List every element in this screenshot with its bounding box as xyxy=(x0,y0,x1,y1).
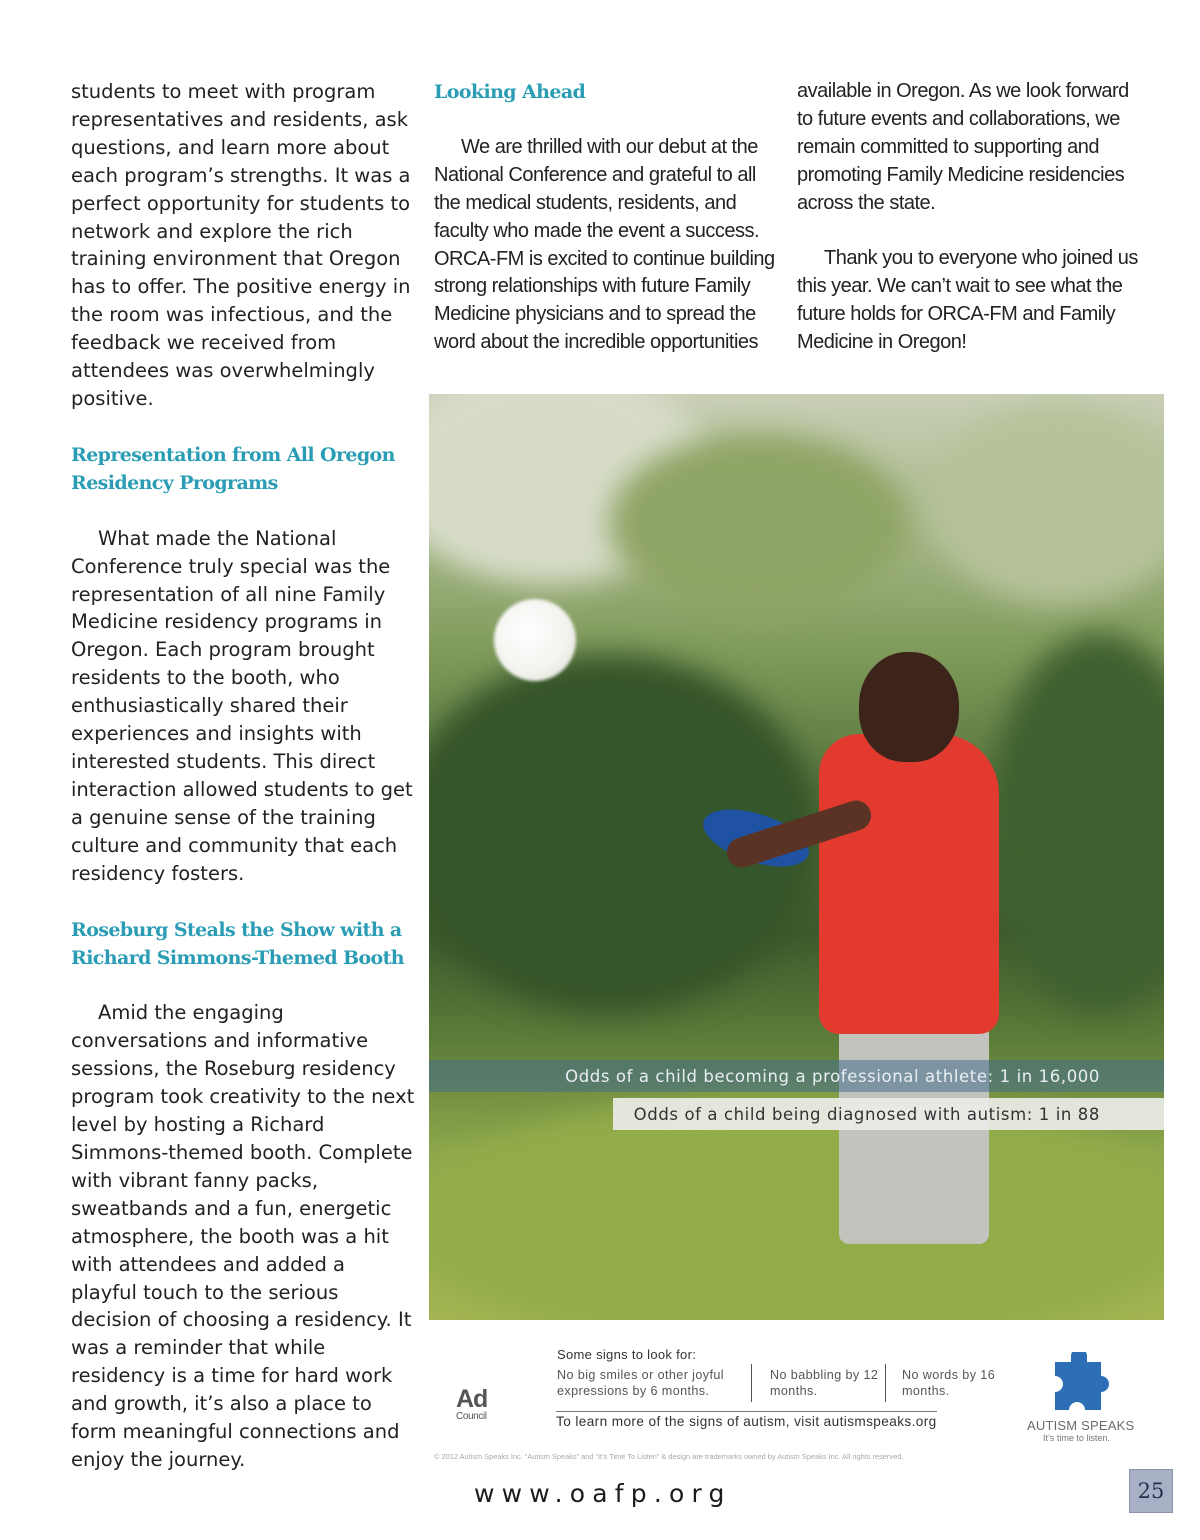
column-left xyxy=(71,78,416,1474)
column-middle xyxy=(434,78,779,357)
page-number: 25 xyxy=(1129,1469,1173,1513)
body-paragraph: We are thrilled with our debut at the National Conference and grateful to all the medical students, residents, and faculty who made the event a success. ORCA-FM is excited to continue building strong relationships with future Family Medicine physicians and to spread the word about the incredible opportunities xyxy=(434,135,775,354)
divider xyxy=(885,1364,886,1402)
divider xyxy=(751,1364,752,1402)
ad-photo-child-batting xyxy=(429,394,1164,1320)
ad-council-logo xyxy=(456,1387,498,1429)
body-paragraph: Thank you to everyone who joined us this year. We can’t wait to see what the future holds for ORCA-FM and Family Medicine in Oregon! xyxy=(797,247,1138,354)
body-paragraph: What made the National Conference truly special was the representation of all nine Family Medicine residency programs in Oregon. Each program brought residents to the booth, who enthusiastically shared their experiences and insights with interested students. This direct interaction allowed students to get a genuine sense of the training culture and community that each residency fosters. xyxy=(71,526,413,885)
stat-athlete-odds: Odds of a child becoming a professional athlete: 1 in 16,000 xyxy=(429,1060,1164,1092)
sign-item: No words by 16 months. xyxy=(902,1368,996,1398)
ad-footer xyxy=(429,1334,1164,1464)
sign-item: No big smiles or other joyful expressions by 6 months. xyxy=(557,1368,724,1398)
autism-speaks-tagline: It’s time to listen. xyxy=(1043,1433,1110,1443)
section-heading-looking-ahead: Looking Ahead xyxy=(434,81,586,103)
body-paragraph: Amid the engaging conversations and informative sessions, the Roseburg residency program took creativity to the next level by hosting a Richard Simmons-themed booth. Complete with vibrant fanny packs, sweatbands and a fun, energetic atmosphere, the booth was a hit with attendees and added a playful touch to the serious decision of choosing a residency. It was a reminder that while residency is a time for hard work and growth, it’s also a place to form meaningful connections and enjoy the journey. xyxy=(71,1001,415,1471)
ad-council-logo-big: Ad xyxy=(456,1385,488,1413)
puzzle-piece-icon xyxy=(1049,1352,1109,1416)
body-paragraph: students to meet with program representatives and residents, ask questions, and learn more about each program’s strengths. It was a perfect opportunity for students to network and explore the rich training environment that Oregon has to offer. The positive energy in the room was infectious, and the feedback we received from attendees was overwhelmingly positive. xyxy=(71,80,411,410)
learn-more-link[interactable]: To learn more of the signs of autism, visit autismspeaks.org xyxy=(556,1411,937,1429)
stat-autism-odds: Odds of a child being diagnosed with autism: 1 in 88 xyxy=(613,1098,1164,1130)
ad-council-logo-small: Council xyxy=(456,1411,487,1422)
hedge-background xyxy=(989,634,1164,1014)
body-paragraph: available in Oregon. As we look forward to future events and collaborations, we remain committed to supporting and promoting Family Medicine residencies across the state. xyxy=(797,80,1129,214)
autism-speaks-ad xyxy=(429,394,1164,1474)
column-right xyxy=(797,78,1142,357)
sign-item: No babbling by 12 months. xyxy=(770,1368,879,1398)
child-head xyxy=(859,652,959,762)
section-heading-representation: Representation from All Oregon Residency Programs xyxy=(71,443,395,494)
signs-title: Some signs to look for: xyxy=(557,1347,697,1362)
bokeh-background xyxy=(609,434,909,614)
baseball xyxy=(494,599,576,681)
child-shirt xyxy=(819,734,999,1034)
bokeh-background xyxy=(929,404,1164,604)
autism-speaks-brand: AUTISM SPEAKS xyxy=(1027,1418,1135,1433)
ad-copyright: © 2012 Autism Speaks Inc. “Autism Speaks” and “It’s Time To Listen” & design are trademarks owned by Autism Speaks Inc. All rights reserved. xyxy=(434,1452,904,1461)
section-heading-roseburg: Roseburg Steals the Show with a Richard Simmons-Themed Booth xyxy=(71,918,405,969)
footer-website[interactable]: www.oafp.org xyxy=(474,1479,732,1508)
